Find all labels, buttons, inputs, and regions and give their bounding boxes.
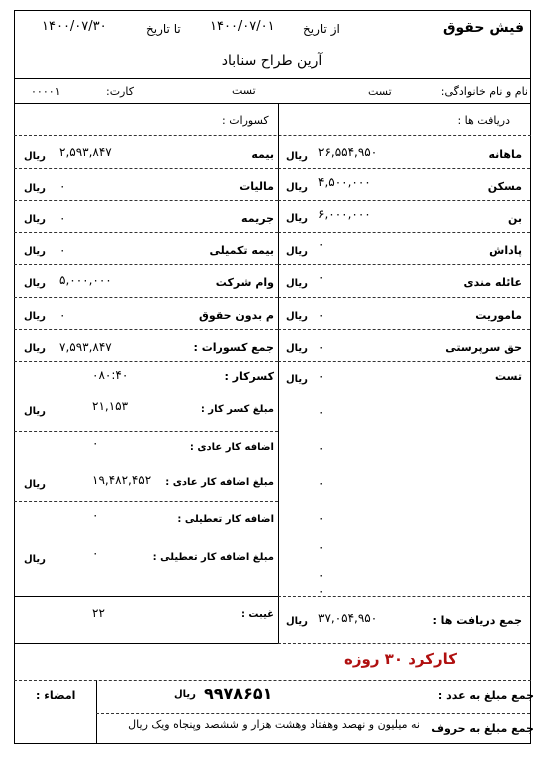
earning-label: حق سرپرستی [445,341,522,354]
currency-label: ریال [286,246,308,257]
deduction-label: وام شرکت [215,276,274,289]
earning-value: ۰ [318,308,325,322]
earning-extra-value: ۰ [318,405,325,419]
currency-label: ریال [24,278,46,289]
currency-label: ریال [286,343,308,354]
earning-label: ماموریت [475,309,522,322]
currency-label: ریال [286,374,308,385]
earning-extra-value: ۰ [318,476,325,490]
earning-label: عائله مندی [463,276,522,289]
deduction-label: م بدون حقوق [198,309,274,322]
last-name: تست [232,84,256,97]
row-divider [14,232,278,233]
currency-label: ریال [24,406,46,417]
holiday-value: ۰ [92,508,99,522]
currency-label: ریال [286,278,308,289]
card-label: کارت: [106,85,134,98]
currency-label: ریال [24,151,46,162]
row-divider [14,264,278,265]
currency-label: ریال [286,213,308,224]
frame-bottom [14,743,531,744]
row-divider [278,643,530,644]
row-divider [14,200,278,201]
row-divider [278,264,530,265]
deduction-label: مالیات [239,180,274,193]
row-divider [278,297,530,298]
sum-numeric-value: ۹۹۷۸۶۵۱ [204,684,273,703]
row-divider [14,680,531,681]
overtime-value: ۰ [92,436,99,450]
name-label: نام و نام خانوادگی: [440,85,528,98]
page-title: فیش حقوق [442,20,524,36]
earning-value: ۶,۰۰۰,۰۰۰ [318,207,371,221]
header-divider [14,78,531,79]
frame-right [530,10,531,744]
from-label: از تاریخ [303,22,340,36]
frame-left [14,10,15,744]
earnings-heading: دریافت ها : [457,114,510,127]
earning-label: ماهانه [488,148,522,161]
signature-divider [96,680,97,743]
earning-extra-value: ۰ [318,584,325,598]
row-divider [278,596,530,597]
earning-value: ۲۶,۵۵۴,۹۵۰ [318,145,378,159]
deduction-value: ۰ [59,179,66,193]
section-divider [14,135,531,136]
row-divider [278,200,530,201]
absence-value: ۲۲ [92,606,105,620]
earning-label: مسکن [487,180,522,193]
row-divider [14,361,278,362]
earning-label: تست [495,370,522,383]
earning-extra-value: ۰ [318,441,325,455]
row-divider [96,713,530,714]
row-divider [278,168,530,169]
earnings-total-value: ۳۷,۰۵۴,۹۵۰ [318,611,378,625]
currency-label: ریال [24,214,46,225]
currency-label: ریال [286,151,308,162]
currency-label: ریال [24,479,46,490]
card-number: ۰۰۰۰۱ [31,85,61,98]
deduction-label: بیمه تکمیلی [209,244,274,257]
deductions-heading: کسورات : [222,114,269,127]
deduction-value: ۲,۵۹۳,۸۴۷ [59,145,112,159]
overtime-amount-label: مبلغ اضافه کار عادی : [165,477,274,488]
row-divider [14,297,278,298]
to-label: تا تاریخ [146,22,181,36]
deduction-value: ۵,۰۰۰,۰۰۰ [59,273,112,287]
currency-label: ریال [24,554,46,565]
currency-label: ریال [286,182,308,193]
from-date: ۱۴۰۰/۰۷/۰۱ [210,19,275,34]
sum-numeric-label: جمع مبلغ به عدد : [437,689,534,702]
overtime-label: اضافه کار عادی : [189,442,274,453]
currency-label: ریال [24,311,46,322]
currency-label: ریال [174,689,196,700]
shortage-value: ۰۸۰:۴۰ [92,368,129,382]
row-divider [14,431,278,432]
currency-label: ریال [24,246,46,257]
earning-value: ۰ [318,369,325,383]
shortage-amount-label: مبلغ کسر کار : [200,404,274,415]
row-divider [278,329,530,330]
earnings-total-label: جمع دریافت ها : [432,614,522,627]
currency-label: ریال [286,311,308,322]
earning-value: ۴,۵۰۰,۰۰۰ [318,175,371,189]
earning-extra-value: ۰ [318,568,325,582]
sum-words-value: نه میلیون و نهصد وهفتاد وهشت هزار و ششصد وپنجاه ویک ریال [128,718,420,731]
currency-label: ریال [24,343,46,354]
earning-value: ۰ [318,270,325,284]
absence-label: غیبت : [240,609,274,620]
shortage-amount: ۲۱,۱۵۳ [92,399,129,413]
deduction-value: ۰ [59,243,66,257]
holiday-amount-label: مبلغ اضافه کار تعطیلی : [152,552,274,563]
workdays-text: کارکرد ۳۰ روزه [344,650,457,668]
deductions-total-label: جمع کسورات : [193,341,274,354]
row-divider [14,643,278,644]
row-divider [278,361,530,362]
row-divider [14,596,278,597]
row-divider [14,168,278,169]
deduction-label: جریمه [241,212,274,225]
earning-extra-value: ۰ [318,511,325,525]
row-divider [278,232,530,233]
first-name: تست [368,85,392,98]
row-divider [14,501,278,502]
signature-label: امضاء : [36,689,76,702]
to-date: ۱۴۰۰/۰۷/۳۰ [42,19,107,34]
sum-words-label: جمع مبلغ به حروف [431,722,534,735]
middle-divider [278,103,279,643]
company-name: آرین طراح سناباد [221,53,323,69]
row-divider [14,329,278,330]
deduction-value: ۰ [59,211,66,225]
shortage-label: کسرکار : [224,370,274,383]
currency-label: ریال [286,616,308,627]
deduction-label: بیمه [251,148,274,161]
holiday-amount: ۰ [92,546,99,560]
deduction-value: ۰ [59,308,66,322]
holiday-label: اضافه کار تعطیلی : [177,514,274,525]
earning-value: ۰ [318,237,325,251]
earning-value: ۰ [318,340,325,354]
currency-label: ریال [24,183,46,194]
earning-label: بن [507,212,522,225]
frame-top [14,10,531,11]
earning-extra-value: ۰ [318,540,325,554]
overtime-amount: ۱۹,۴۸۲,۴۵۲ [92,473,152,487]
deductions-total-value: ۷,۵۹۳,۸۴۷ [59,340,112,354]
earning-label: پاداش [489,244,522,257]
employee-divider [14,103,531,104]
